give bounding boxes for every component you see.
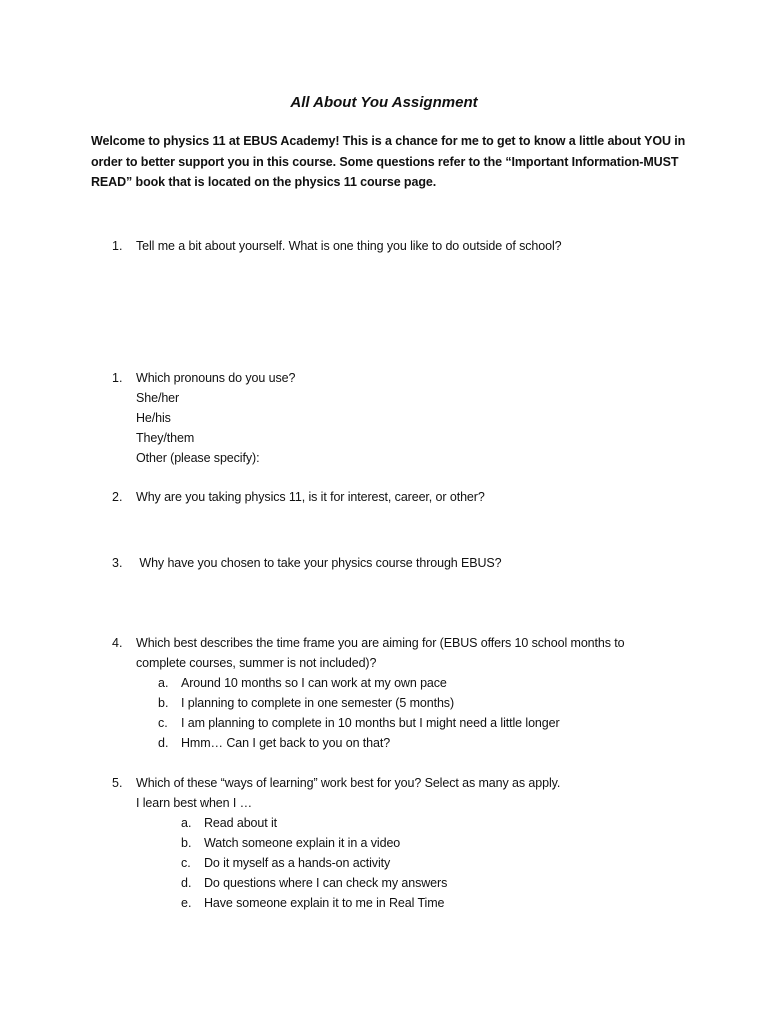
question-text: Tell me a bit about yourself. What is one thing you like to do outside of school? [136,239,562,253]
intro-paragraph: Welcome to physics 11 at EBUS Academy! This is a chance for me to get to know a little about YOU in order to better support you in this course. Some questions refer to the “Important Information-MUST READ” book that is located on the physics 11 course page. [91,134,686,189]
timeframe-option: I planning to complete in one semester (5 months) [181,696,455,710]
learning-option: Do it myself as a hands-on activity [204,856,391,870]
option-letter: e. [181,896,192,910]
question-number: 1. [112,239,123,253]
learning-option: Do questions where I can check my answers [204,876,448,890]
pronoun-option: He/his [136,411,171,425]
question-text: Why are you taking physics 11, is it for interest, career, or other? [136,490,485,504]
option-letter: b. [181,836,192,850]
option-letter: a. [181,816,192,830]
option-letter: c. [181,856,191,870]
question-number: 2. [112,490,123,504]
pronoun-option: They/them [136,431,195,445]
question-number: 4. [112,636,123,650]
question-number: 1. [112,371,123,385]
timeframe-option: Hmm… Can I get back to you on that? [181,736,391,750]
question-number: 5. [112,776,123,790]
question-text-continued: complete courses, summer is not included)? [136,656,377,670]
option-letter: d. [181,876,192,890]
timeframe-option: Around 10 months so I can work at my own pace [181,676,447,690]
question-text: Which pronouns do you use? [136,371,296,385]
option-letter: a. [158,676,169,690]
option-letter: b. [158,696,169,710]
question-text: Which best describes the time frame you are aiming for (EBUS offers 10 school months to [136,636,625,650]
learning-option: Read about it [204,816,278,830]
question-number: 3. [112,556,123,570]
pronoun-option: She/her [136,391,180,405]
learning-option: Watch someone explain it in a video [204,836,401,850]
pronoun-option: Other (please specify): [136,451,260,465]
question-text-continued: I learn best when I … [136,796,253,810]
timeframe-option: I am planning to complete in 10 months but I might need a little longer [181,716,560,730]
option-letter: c. [158,716,168,730]
document-title: All About You Assignment [290,94,478,111]
question-text: Which of these “ways of learning” work best for you? Select as many as apply. [136,776,561,790]
option-letter: d. [158,736,169,750]
question-text: Why have you chosen to take your physics course through EBUS? [136,556,502,570]
learning-option: Have someone explain it to me in Real Time [204,896,445,910]
